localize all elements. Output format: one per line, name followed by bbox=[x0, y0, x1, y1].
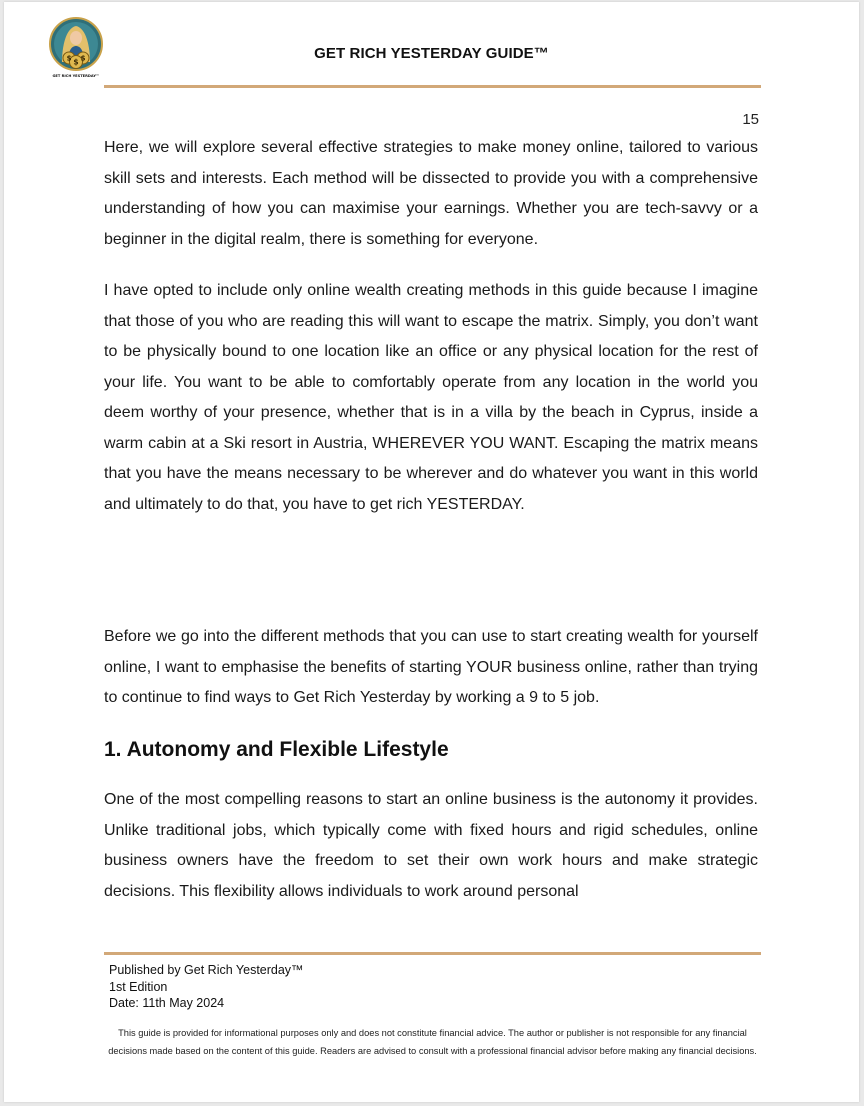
disclaimer: This guide is provided for informational purposes only and does not constitute financial advice. The author or publisher is not responsible for any financial decisions made based on the content of this guide. Readers are advised to consult with a professional financial advisor before making any financial decisions. bbox=[108, 1028, 757, 1056]
paragraph-intro: Here, we will explore several effective strategies to make money online, tailored to various skill sets and interests. Each method will be dissected to provide you with a comprehensive understanding of how you can maximise your earnings. Whether you are tech-savvy or a beginner in the digital realm, there is something for everyone. bbox=[104, 139, 758, 248]
publication-info bbox=[109, 962, 304, 1012]
section-heading: 1. Autonomy and Flexible Lifestyle bbox=[104, 738, 449, 761]
svg-text:$: $ bbox=[80, 54, 86, 63]
edition: 1st Edition bbox=[109, 979, 168, 994]
published-by: Published by Get Rich Yesterday™ bbox=[109, 963, 304, 977]
publication-date: Date: 11th May 2024 bbox=[109, 996, 225, 1010]
paragraph-benefits-intro: Before we go into the different methods that you can use to start creating wealth for yourself online, I want to emphasise the benefits of starting YOUR business online, rather than trying to continue to find ways to Get Rich Yesterday by working a 9 to 5 job. bbox=[104, 628, 758, 706]
header-title: GET RICH YESTERDAY GUIDE™ bbox=[314, 45, 549, 62]
footer-divider bbox=[104, 952, 761, 955]
logo-caption: GET RICH YESTERDAY™ bbox=[52, 74, 100, 78]
header-divider bbox=[104, 85, 761, 88]
document-page bbox=[4, 2, 859, 1102]
page-number: 15 bbox=[742, 111, 759, 128]
brand-logo bbox=[48, 16, 104, 80]
svg-text:$: $ bbox=[73, 57, 79, 67]
paragraph-escape-matrix: I have opted to include only online wealth creating methods in this guide because I imagine that those of you who are reading this will want to escape the matrix. Simply, you don’t want to be physically bound to one location like an office or any physical location for the rest of your life. You want to be able to comfortably operate from any location in the world you deem worthy of your presence, whether that is in a villa by the beach in Cyprus, inside a warm cabin at a Ski resort in Austria, WHEREVER YOU WANT. Escaping the matrix means that you have the means necessary to be wherever and do whatever you want in this world and ultimately to do that, you have to get rich YESTERDAY. bbox=[104, 282, 758, 513]
svg-text:$: $ bbox=[66, 54, 72, 63]
paragraph-autonomy: One of the most compelling reasons to start an online business is the autonomy it provides. Unlike traditional jobs, which typically come with fixed hours and rigid schedules, online business owners have the freedom to set their own work hours and make strategic decisions. This flexibility allows individuals to work around personal bbox=[104, 791, 758, 900]
